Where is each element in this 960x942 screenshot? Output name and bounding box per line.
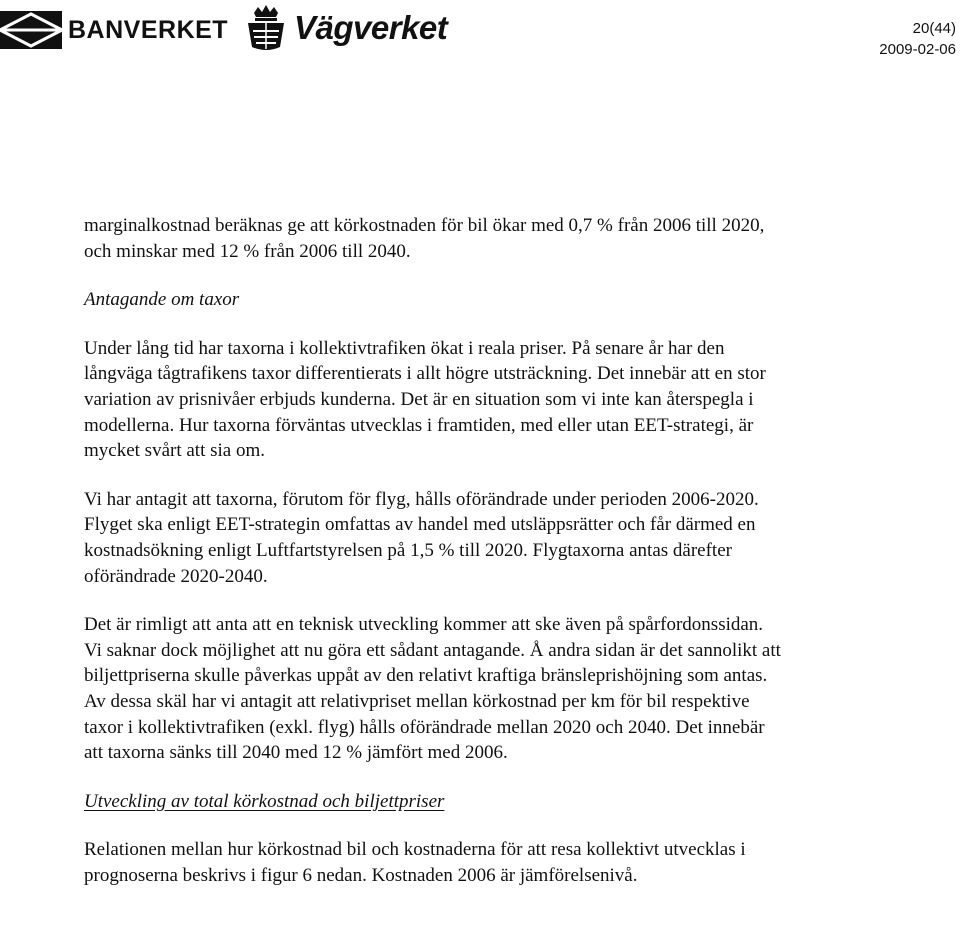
paragraph-marginalkostnad: marginalkostnad beräknas ge att körkostnaden för bil ökar med 0,7 % från 2006 till 2020, och minskar med 12 % från 2006 till 2040.	[84, 215, 765, 262]
banverket-logo-text: BANVERKET	[68, 15, 229, 44]
page-header	[0, 0, 960, 60]
page-number: 20(44)	[912, 20, 956, 37]
vagverket-crown-emblem-icon	[244, 3, 288, 53]
heading-utveckling-korkostnad: Utveckling av total körkostnad och biljettpriser	[84, 790, 445, 812]
paragraph-teknisk-utveckling: Det är rimligt att anta att en teknisk utveckling kommer att ske även på spårfordonssidan. Vi saknar dock möjlighet att nu göra ett sådant antagande. Å andra sidan är det sannolikt att biljettpriserna skulle påverkas uppåt av den relativt kraftiga bränsleprishöjning som antas. Av dessa skäl har vi antagit att relativpriset mellan körkostnad per km för bil respektive taxor i kollektivtrafiken (exkl. flyg) hålls oförändrade mellan 2020 och 2040. Det innebär att taxorna sänks till 2040 med 12 % jämfört med 2006.	[84, 614, 781, 764]
vagverket-logo-text: Vägverket	[294, 9, 448, 46]
vagverket-logo	[244, 2, 447, 54]
banverket-logo	[0, 10, 228, 50]
document-body	[84, 213, 784, 888]
page-meta	[879, 18, 956, 60]
document-date: 2009-02-06	[879, 41, 956, 58]
paragraph-relationen: Relationen mellan hur körkostnad bil och kostnaderna för att resa kollektivt utvecklas i prognoserna beskrivs i figur 6 nedan. Kostnaden 2006 är jämförelsenivå.	[84, 839, 746, 886]
banverket-flag-icon	[0, 11, 62, 49]
paragraph-antagit-taxorna: Vi har antagit att taxorna, förutom för flyg, hålls oförändrade under perioden 2006-2020. Flyget ska enligt EET-strategin omfattas av handel med utsläppsrätter och får därmed en kostnadsökning enligt Luftfartstyrelsen på 1,5 % till 2020. Flygtaxorna antas därefter oförändrade 2020-2040.	[84, 488, 759, 587]
paragraph-taxor-kollektivtrafik: Under lång tid har taxorna i kollektivtrafiken ökat i reala priser. På senare år har den långväga tågtrafikens taxor differentierats i allt högre utsträckning. Det innebär att en stor variation av prisnivåer erbjuds kunderna. Det är en situation som vi inte kan återspegla i modellerna. Hur taxorna förväntas utvecklas i framtiden, med eller utan EET-strategi, är mycket svårt att sia om.	[84, 337, 766, 462]
heading-antagande-om-taxor: Antagande om taxor	[84, 289, 240, 311]
